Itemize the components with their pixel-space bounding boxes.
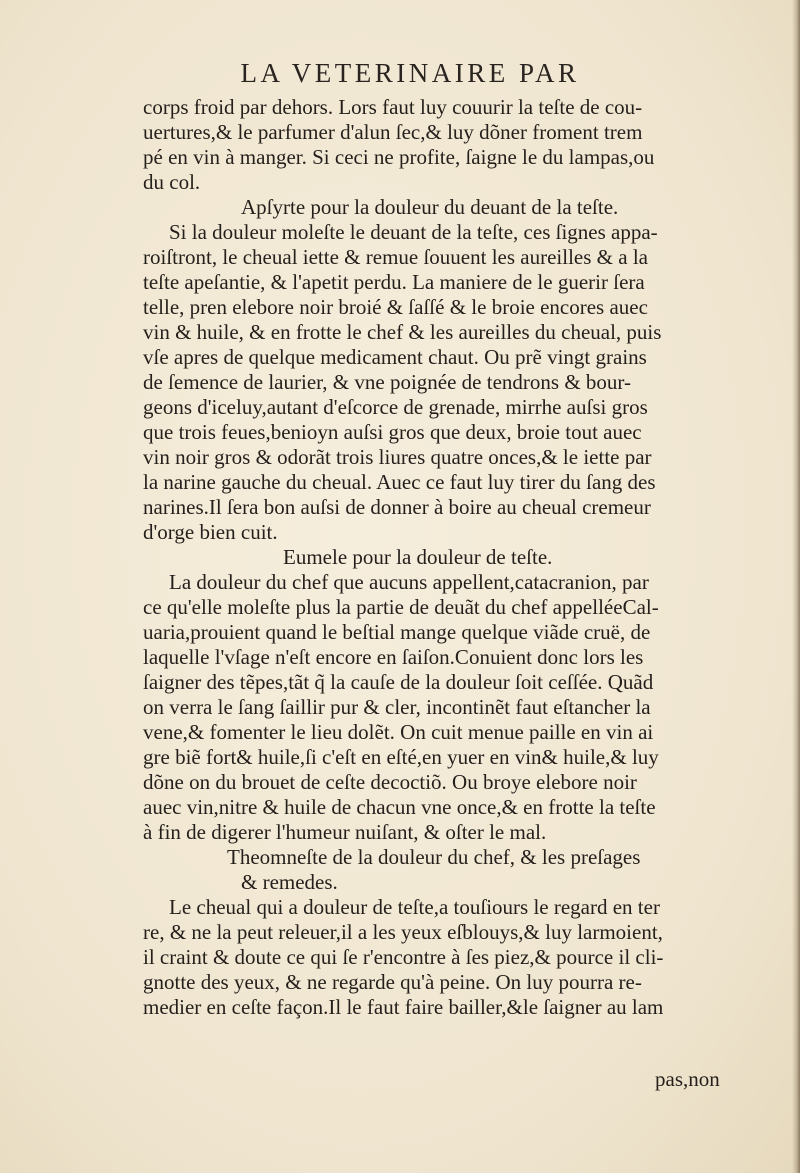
text-line: on verra le ſang ſaillir pur & cler, incontinẽt faut eſtancher la [143,695,651,719]
text-line: pé en vin à manger. Si ceci ne profite, ſaigne le du lampas,ou [143,145,655,169]
text-line: uaria,prouient quand le beſtial mange quelque viãde cruë, de [143,620,651,644]
text-line: vin & huile, & en frotte le chef & les aureilles du cheual, puis [143,320,662,344]
text-line: auec vin,nitre & huile de chacun vne once,& en frotte la teſte [143,795,656,819]
text-line: gre biẽ fort& huile,ſi c'eſt en eſté,en yuer en vin& huile,& luy [143,745,659,769]
text-line: geons d'iceluy,autant d'eſcorce de grenade, mirrhe auſsi gros [143,395,648,419]
section-heading-continued: & remedes. [241,870,338,894]
text-line: telle, pren elebore noir broié & ſaſſé & le broie encores auec [143,295,648,319]
catchword: pas,non [655,1067,720,1091]
section-heading: Eumele pour la douleur de teſte. [283,545,553,569]
running-head: LA VETERINAIRE PAR [240,58,580,88]
page-edge-shadow [792,0,800,1173]
text-line: Si la douleur moleſte le deuant de la teſte, ces ſignes appa- [169,220,658,244]
text-line: ce qu'elle moleſte plus la partie de deuãt du chef appelléeCal- [143,595,659,619]
section-heading: Apſyrte pour la douleur du deuant de la teſte. [241,195,619,219]
text-line: il craint & doute ce qui ſe r'encontre à ſes piez,& pource il cli- [143,945,664,969]
text-line: corps froid par dehors. Lors faut luy couurir la teſte de cou- [143,95,643,119]
text-line: dõne on du brouet de ceſte decoctiõ. Ou broye elebore noir [143,770,637,794]
body-text [143,95,740,1020]
text-line: re, & ne la peut releuer,il a les yeux eſblouys,& luy larmoient, [143,920,663,944]
text-line: du col. [143,170,201,194]
text-line: d'orge bien cuit. [143,520,278,544]
text-line: vene,& fomenter le lieu dolẽt. On cuit menue paille en vin ai [143,720,654,744]
text-line: gnotte des yeux, & ne regarde qu'à peine. On luy pourra re- [143,970,642,994]
text-line: teſte apeſantie, & l'apetit perdu. La maniere de le guerir ſera [143,270,645,294]
text-line: vſe apres de quelque medicament chaut. Ou prẽ vingt grains [143,345,647,369]
text-line: uertures,& le parfumer d'alun ſec,& luy dõner froment trem [143,120,643,144]
text-line: ſaigner des tẽpes,tãt q̃ la cauſe de la douleur ſoit ceſſée. Quãd [143,670,654,694]
section-heading: Theomneſte de la douleur du chef, & les preſages [227,845,641,869]
text-line: Le cheual qui a douleur de teſte,a touſiours le regard en ter [169,895,660,919]
text-line: la narine gauche du cheual. Auec ce faut luy tirer du ſang des [143,470,656,494]
text-line: à fin de digerer l'humeur nuiſant, & oſter le mal. [143,820,547,844]
text-line: La douleur du chef que aucuns appellent,catacranion, par [169,570,649,594]
text-line: de ſemence de laurier, & vne poignée de tendrons & bour- [143,370,631,394]
text-line: medier en ceſte façon.Il le faut faire bailler,&le ſaigner au lam [143,995,664,1019]
text-line: que trois feues,benioyn auſsi gros que deux, broie tout auec [143,420,642,444]
text-line: vin noir gros & odorãt trois liures quatre onces,& le iette par [143,445,652,469]
text-line: laquelle l'vſage n'eſt encore en ſaiſon.Conuient donc lors les [143,645,644,669]
text-line: roiſtront, le cheual iette & remue ſouuent les aureilles & a la [143,245,648,269]
text-line: narines.Il ſera bon auſsi de donner à boire au cheual cremeur [143,495,651,519]
